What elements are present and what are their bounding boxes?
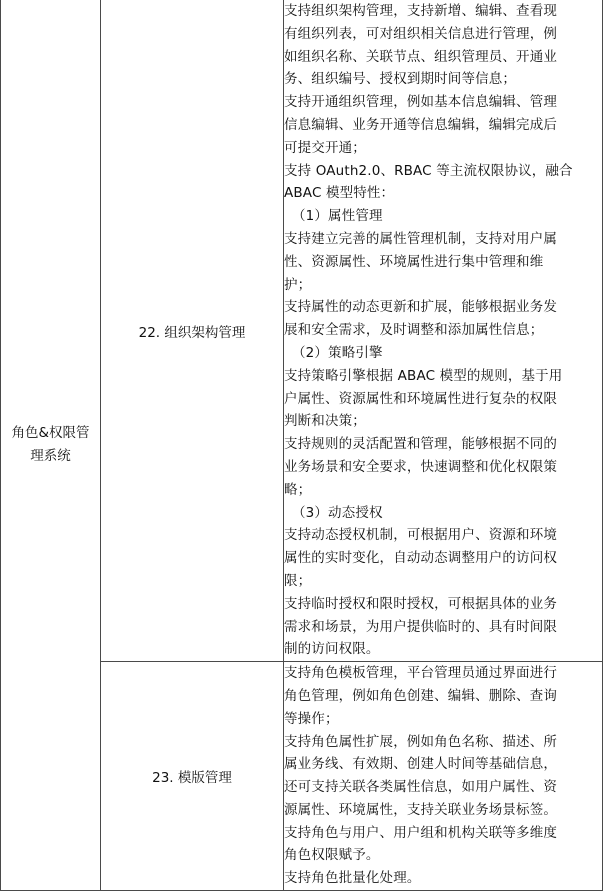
description-line: 支持角色属性扩展，例如角色名称、描述、所 <box>284 733 557 750</box>
description-line: 信息编辑、业务开通等信息编辑，编辑完成后 <box>284 116 557 133</box>
description-line: 支持角色与用户、用户组和机构关联等多维度 <box>284 824 557 841</box>
item-name: 22. 组织架构管理 <box>138 324 246 341</box>
description-line: 判断和决策； <box>284 413 366 430</box>
description-line: 户属性、资源属性和环境属性进行复杂的权限 <box>284 390 557 407</box>
description-line: 支持策略引擎根据 ABAC 模型的规则，基于用 <box>284 367 563 384</box>
description-line: 制的访问权限。 <box>284 641 380 658</box>
description-line: 等操作； <box>284 710 339 727</box>
table-row <box>1 0 603 662</box>
description-line: 如组织名称、关联节点、组织管理员、开通业 <box>284 48 557 65</box>
system-name-line: 角色&权限管 <box>11 425 90 442</box>
description-line: 支持动态授权机制，可根据用户、资源和环境 <box>284 527 557 544</box>
description-line: 支持建立完善的属性管理机制，支持对用户属 <box>284 230 557 247</box>
description-line: 需求和场景，为用户提供临时的、具有时间限 <box>284 618 557 635</box>
description-line: 限； <box>284 572 312 589</box>
description-line: 可提交开通； <box>284 139 366 156</box>
description-cell <box>284 662 603 891</box>
description-line: 略； <box>284 481 312 498</box>
section-heading: （1）属性管理 <box>292 208 383 225</box>
description-line: 还可支持关联各类属性信息，如用户属性、资 <box>284 779 557 796</box>
description-line: ABAC 模型特性： <box>284 185 395 202</box>
description-line: 属业务线、有效期、创建人时间等基础信息， <box>284 756 557 773</box>
description-line: 属性的实时变化，自动动态调整用户的访问权 <box>284 550 557 567</box>
description-lines <box>284 662 602 890</box>
description-line: 角色权限赋予。 <box>284 847 380 864</box>
system-name-cell <box>1 0 101 891</box>
description-line: 支持角色模板管理，平台管理员通过界面进行 <box>284 665 557 682</box>
description-line: 支持组织架构管理，支持新增、编辑、查看现 <box>284 3 557 19</box>
description-line: 支持角色批量化处理。 <box>284 870 421 887</box>
description-line: 业务场景和安全要求，快速调整和优化权限策 <box>284 458 557 475</box>
description-line: 支持属性的动态更新和扩展，能够根据业务发 <box>284 299 557 316</box>
description-line: 支持临时授权和限时授权，可根据具体的业务 <box>284 595 557 612</box>
description-line: 源属性、环境属性，支持关联业务场景标签。 <box>284 801 557 818</box>
section-heading: （2）策略引擎 <box>292 344 383 361</box>
item-name-cell <box>101 0 284 662</box>
description-cell <box>284 0 603 662</box>
description-line: 角色管理，例如角色创建、编辑、删除、查询 <box>284 687 557 704</box>
description-line: 支持 OAuth2.0、RBAC 等主流权限协议，融合 <box>284 162 573 179</box>
description-line: 性、资源属性、环境属性进行集中管理和维 <box>284 253 544 270</box>
description-line: 务、组织编号、授权到期时间等信息； <box>284 71 517 88</box>
description-line: 护； <box>284 276 312 293</box>
item-name-cell <box>101 662 284 891</box>
description-line: 支持开通组织管理，例如基本信息编辑、管理 <box>284 94 557 111</box>
item-name: 23. 模版管理 <box>152 770 232 787</box>
description-lines <box>284 0 602 661</box>
description-line: 有组织列表，可对组织相关信息进行管理，例 <box>284 25 557 42</box>
section-heading: （3）动态授权 <box>292 504 383 521</box>
description-line: 展和安全需求，及时调整和添加属性信息； <box>284 322 544 339</box>
description-line: 支持规则的灵活配置和管理，能够根据不同的 <box>284 436 557 453</box>
system-name-line: 理系统 <box>30 448 71 465</box>
